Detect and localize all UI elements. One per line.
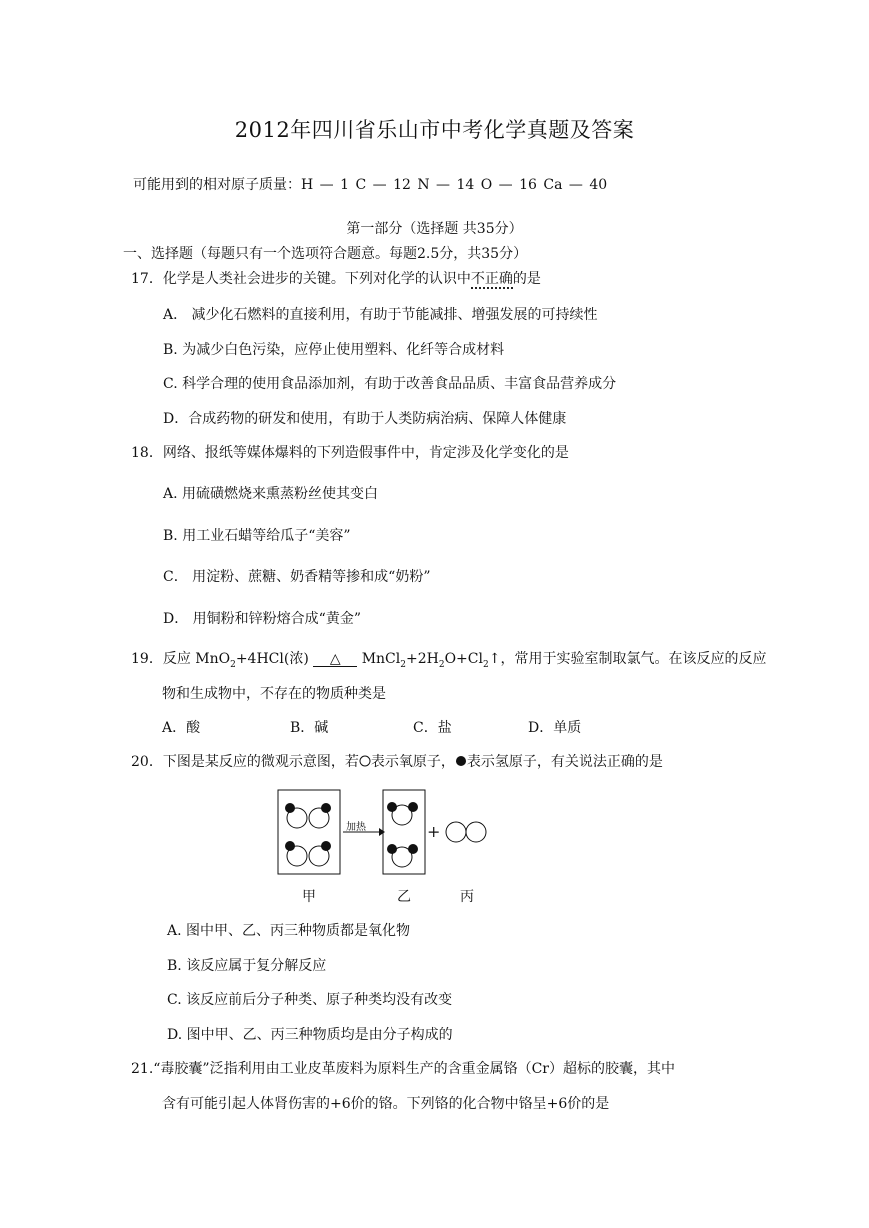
label-yi: 乙 bbox=[397, 889, 411, 905]
question-20-stem bbox=[131, 753, 663, 771]
q17-option-b: B. 为减少白色污染，应停止使用塑料、化纤等合成材料 bbox=[163, 342, 505, 358]
label-bing: 丙 bbox=[460, 889, 474, 905]
q17-option-a: A． 减少化石燃料的直接利用，有助于节能减排、增强发展的可持续性 bbox=[163, 307, 598, 323]
q20-option-c: C. 该反应前后分子种类、原子种类均没有改变 bbox=[167, 992, 453, 1008]
q20-part-a: 20．下图是某反应的微观示意图，若 bbox=[131, 754, 359, 770]
q17-option-c: C. 科学合理的使用食品添加剂，有助于改善食品品质、丰富食品营养成分 bbox=[163, 376, 617, 392]
h2o-molecule-top bbox=[387, 802, 418, 825]
q18-option-a: A. 用硫磺燃烧来熏蒸粉丝使其变白 bbox=[163, 486, 379, 502]
q17-stem-before: 17．化学是人类社会进步的关键。下列对化学的认识中 bbox=[131, 271, 471, 287]
q19-sub-1: 2 bbox=[230, 659, 236, 670]
q18-option-c: C． 用淀粉、蔗糖、奶香精等掺和成“奶粉” bbox=[163, 569, 431, 585]
q20-option-a: A. 图中甲、乙、丙三种物质都是氧化物 bbox=[167, 923, 411, 939]
arrow-label: 加热 bbox=[346, 822, 366, 833]
q20-option-b: B. 该反应属于复分解反应 bbox=[167, 958, 327, 974]
hydrogen-atom-icon bbox=[455, 755, 467, 767]
part-heading: 第一部分（选择题 共35分） bbox=[346, 221, 523, 237]
q20-option-d: D. 图中甲、乙、丙三种物质均是由分子构成的 bbox=[167, 1027, 453, 1043]
question-21-stem: 21.“毒胶囊”泛指利用由工业皮革废料为原料生产的含重金属铬（Cr）超标的胶囊，其中 bbox=[131, 1061, 675, 1077]
q17-stem-after: 的是 bbox=[512, 271, 541, 287]
q19-part-b: +4HCl(浓) bbox=[235, 651, 309, 667]
page-title: 2012年四川省乐山市中考化学真题及答案 bbox=[234, 118, 635, 142]
q19-part-c: MnCl bbox=[357, 651, 401, 667]
q19-part-e: O+Cl bbox=[444, 651, 483, 667]
arrow-head-icon bbox=[379, 828, 385, 836]
q19-part-a: 19．反应 MnO bbox=[131, 651, 231, 667]
section-heading: 一、选择题（每题只有一个选项符合题意。每题2.5分，共35分） bbox=[123, 246, 528, 262]
q17-stem-emphasis: 不正确 bbox=[470, 271, 513, 287]
question-18-stem: 18．网络、报纸等媒体爆料的下列造假事件中，肯定涉及化学变化的是 bbox=[131, 445, 569, 461]
q21-stem-continuation: 含有可能引起人体肾伤害的+6价的铬。下列铬的化合物中铬呈+6价的是 bbox=[162, 1096, 610, 1112]
reaction-condition: △ bbox=[313, 652, 357, 667]
reaction-diagram bbox=[275, 788, 505, 905]
q19-option-d: D．单质 bbox=[528, 720, 582, 736]
h2o2-molecule-bottom bbox=[285, 841, 331, 866]
q19-sub-2: 2 bbox=[400, 659, 406, 670]
q19-part-f: ↑，常用于实验室制取氯气。在该反应的反应 bbox=[488, 651, 767, 667]
q19-option-c: C．盐 bbox=[413, 720, 452, 736]
q19-sub-3: 2 bbox=[438, 659, 445, 670]
atomic-masses: 可能用到的相对原子质量：H — 1 C — 12 N — 14 O — 16 Ca — 40 bbox=[133, 177, 608, 193]
reaction-diagram-svg bbox=[275, 788, 505, 900]
q20-part-b: 表示氧原子， bbox=[370, 754, 455, 770]
q19-sub-4: 2 bbox=[482, 659, 489, 670]
q19-option-b: B．碱 bbox=[290, 720, 329, 736]
h2o-molecule-bottom bbox=[387, 844, 418, 867]
o2-molecule bbox=[446, 822, 486, 842]
q18-option-b: B. 用工业石蜡等给瓜子“美容” bbox=[163, 528, 351, 544]
plus-sign: + bbox=[427, 822, 441, 841]
oxygen-atom-icon bbox=[359, 755, 371, 767]
q19-part-d: +2H bbox=[405, 651, 439, 667]
h2o2-molecule-top bbox=[285, 803, 331, 828]
q19-stem-continuation: 物和生成物中，不存在的物质种类是 bbox=[162, 686, 386, 702]
label-jia: 甲 bbox=[302, 889, 316, 905]
reactant-box bbox=[278, 790, 340, 874]
q18-option-d: D． 用铜粉和锌粉熔合成“黄金” bbox=[163, 611, 361, 627]
q19-option-a: A．酸 bbox=[162, 720, 201, 736]
q20-part-c: 表示氢原子，有关说法正确的是 bbox=[466, 754, 663, 770]
question-19-stem bbox=[131, 650, 766, 674]
q17-option-d: D．合成药物的研发和使用，有助于人类防病治病、保障人体健康 bbox=[163, 411, 567, 427]
question-17-stem bbox=[131, 270, 541, 288]
